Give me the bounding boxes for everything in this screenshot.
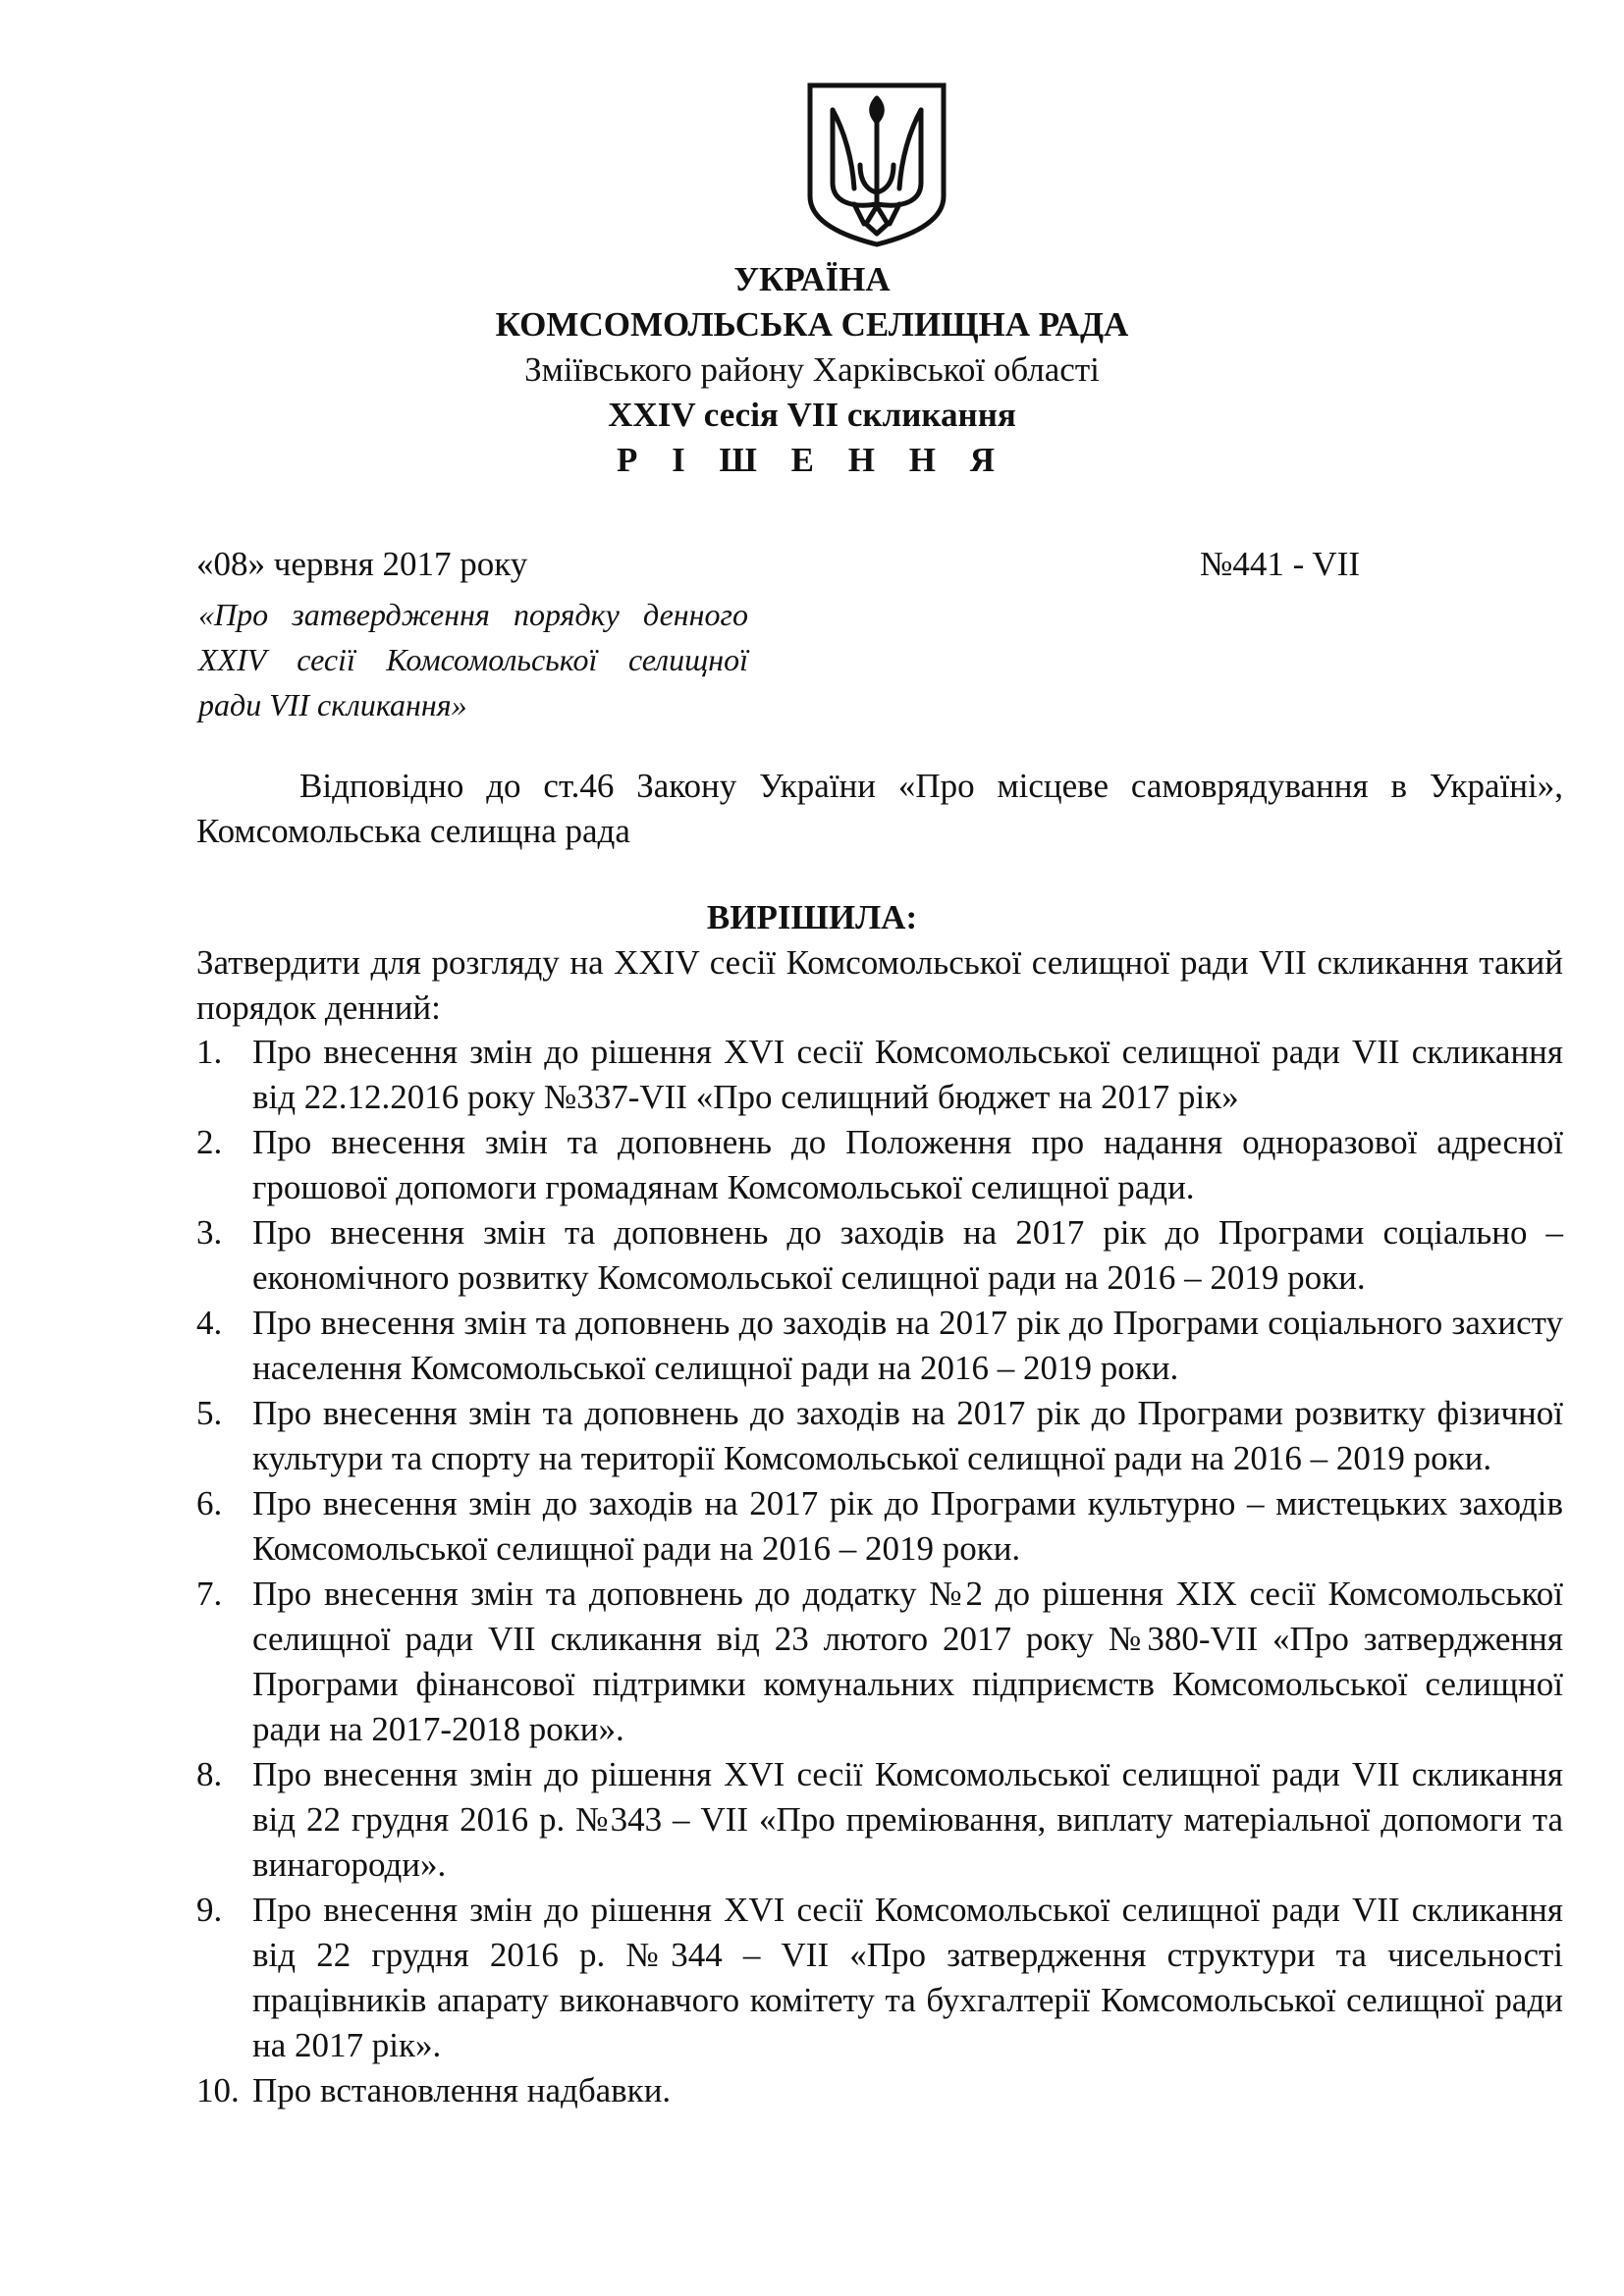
session-title: XXIV сесія VII скликання [608,396,1016,434]
agenda-item [196,1572,1563,1752]
agenda-item-number: 9. [196,1891,223,1929]
agenda-item [196,1030,1563,1120]
agenda-item-text: Про внесення змін та доповнень до заходів на 2017 рік до Програми соціального захисту населення Комсомольської селищної ради на 2016 – 2019 роки. [252,1304,1563,1387]
agenda-item-text: Про внесення змін до рішення XVI сесії Комсомольської селищної ради VII скликання від 22.12.2016 року №337-VII «Про селищний бюджет на 2017 рік» [252,1033,1563,1116]
agenda-item [196,2068,1563,2113]
agenda-item-number: 10. [196,2071,240,2109]
council-name: КОМСОМОЛЬСЬКА СЕЛИЩНА РАДА [495,305,1129,344]
agenda-item-text: Про внесення змін до рішення XVI сесії Комсомольської селищної ради VII скликання від 22 грудня 2016 р. №344 – VII «Про затвердження структури та чисельності працівників апарату виконавчого комітету та бухгалтерії Комсомольської селищної ради на 2017 рік». [252,1891,1563,2064]
agenda-item-text: Про внесення змін та доповнень до Положення про надання одноразової адресної грошової допомоги громадянам Комсомольської селищної ради. [252,1123,1563,1206]
document-type: Р І Ш Е Н Н Я [616,441,1007,479]
agenda-item [196,1391,1563,1481]
coat-of-arms-icon [805,80,948,249]
district-name: Зміївського району Харківської області [524,350,1100,389]
resolved-heading: ВИРІШИЛА: [706,898,918,936]
agenda-item [196,1210,1563,1301]
agenda-item-number: 1. [196,1033,223,1071]
agenda-item-number: 7. [196,1575,223,1613]
agenda-item-number: 3. [196,1213,223,1252]
decision-date: «08» червня 2017 року [196,545,528,583]
agenda-item-text: Про встановлення надбавки. [252,2071,672,2109]
agenda-item [196,1120,1563,1210]
agenda-item [196,1301,1563,1391]
decision-subject: «Про затвердження порядку денного XXIV сесії Комсомольської селищної ради VII скликання» [198,597,748,722]
agenda-item [196,1481,1563,1572]
agenda-item-text: Про внесення змін до рішення XVI сесії Комсомольської селищної ради VII скликання від 22 грудня 2016 р. №343 – VII «Про преміювання, виплату матеріальної допомоги та винагороди». [252,1755,1563,1884]
agenda-item [196,1752,1563,1888]
agenda-item-number: 4. [196,1304,223,1342]
agenda-list [196,1030,1563,2113]
country-title: УКРАЇНА [733,260,891,298]
agenda-item-text: Про внесення змін та доповнень до заходів на 2017 рік до Програми соціально – економічного розвитку Комсомольської селищної ради на 2016 – 2019 роки. [252,1213,1563,1297]
agenda-item-text: Про внесення змін та доповнень до заходів на 2017 рік до Програми розвитку фізичної культури та спорту на території Комсомольської селищної ради на 2016 – 2019 роки. [252,1394,1563,1477]
resolution-intro: Затвердити для розгляду на XXIV сесії Комсомольської селищної ради VII скликання такий порядок денний: [196,943,1563,1027]
agenda-item-text: Про внесення змін та доповнень до додатку №2 до рішення XIX сесії Комсомольської селищної ради VII скликання від 23 лютого 2017 року №380-VII «Про затвердження Програми фінансової підтримки комунальних підприємств Комсомольської селищної ради на 2017-2018 роки». [252,1575,1563,1748]
agenda-item-number: 5. [196,1394,223,1432]
agenda-item-number: 8. [196,1755,223,1793]
decision-number: №441 - VII [1200,545,1361,583]
agenda-item-number: 2. [196,1123,223,1161]
agenda-item [196,1888,1563,2068]
preamble: Відповідно до ст.46 Закону України «Про місцеве самоврядування в Україні», Комсомольська селищна рада [196,767,1563,850]
agenda-item-number: 6. [196,1484,223,1522]
agenda-item-text: Про внесення змін до заходів на 2017 рік до Програми культурно – мистецьких заходів Комсомольської селищної ради на 2016 – 2019 роки. [252,1484,1563,1568]
